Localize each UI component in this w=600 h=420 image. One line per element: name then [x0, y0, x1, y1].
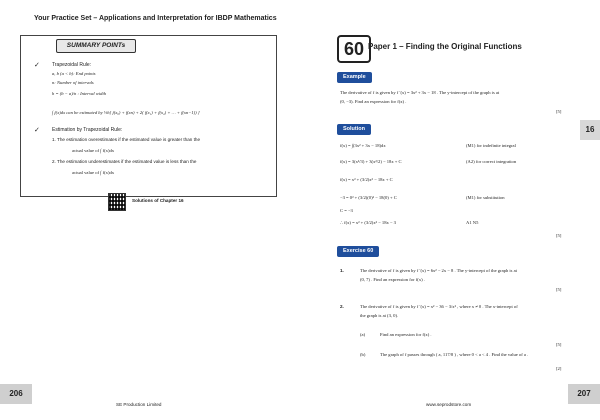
solution-remark-4: A1 N5: [466, 220, 479, 225]
point-1-cont: actual value of ∫ f(x)dx: [72, 148, 115, 153]
example-marks: [5]: [556, 109, 562, 114]
rule-title: Trapezoidal Rule:: [52, 62, 92, 68]
solution-marks: [5]: [556, 233, 562, 238]
q2b-marks: [2]: [556, 366, 562, 371]
chapter-number: 60: [337, 35, 371, 63]
q2a-marks: [5]: [556, 342, 562, 347]
publisher: SE Production Limited: [116, 402, 162, 407]
solution-line-4: −3 = 0³ + (3/2)(0)² − 18(0) + C: [340, 195, 397, 200]
left-page-number: 206: [0, 384, 32, 404]
solution-line-2: f(x) = 3(x³/3) + 3(x²/2) − 18x + C: [340, 159, 402, 164]
q1-number: 1.: [340, 268, 344, 273]
point-2-cont: actual value of ∫ f(x)dx: [72, 170, 115, 175]
q1-text-1: The derivative of f is given by f ′(x) = 6x² − 2x − 8 . The y-intercept of the graph is at: [360, 268, 517, 273]
q2-text-1: The derivative of f is given by f ′(x) = x² − 36 − 3/x² , where x ≠ 0 . The x-intercept of: [360, 304, 518, 309]
q2a-label: (a): [360, 332, 366, 337]
line-n: n: Number of intervals: [52, 80, 94, 85]
estimation-title: Estimation by Trapezoidal Rule:: [52, 127, 123, 133]
line-width: h = (b − a)/n : Interval width: [52, 91, 107, 96]
qr-code[interactable]: [108, 193, 126, 211]
solution-line-5: C = −3: [340, 208, 353, 213]
point-1: 1. The estimation overestimates if the estimated value is greater than the: [52, 137, 201, 142]
book-title: Your Practice Set – Applications and Interpretation for IBDP Mathematics: [34, 15, 277, 22]
chapter-title: Paper 1 – Finding the Original Functions: [368, 42, 522, 51]
exercise-tag: Exercise 60: [337, 246, 379, 257]
q2-number: 2.: [340, 304, 344, 309]
example-text-1: The derivative of f is given by f ′(x) = 3x² + 3x − 18 . The y-intercept of the graph is at: [340, 90, 500, 95]
q2b-text: The graph of f passes through ( a, 117/8 ) , where 0 < a < 4 . Find the value of a .: [380, 352, 529, 357]
website[interactable]: www.seprodstore.com: [426, 402, 472, 407]
right-page-number: 207: [568, 384, 600, 404]
qr-label: Solutions of Chapter 16: [132, 198, 184, 203]
solution-line-6: ∴ f(x) = x³ + (3/2)x² − 18x − 3: [340, 220, 396, 225]
q2b-label: (b): [360, 352, 366, 357]
point-2: 2. The estimation underestimates if the estimated value is less than the: [52, 159, 197, 164]
solution-remark-1: (M1) for indefinite integral: [466, 143, 516, 148]
line-endpoints: a, b (a < b): End points: [52, 71, 96, 76]
q2-text-2: the graph is at (3, 0).: [360, 313, 399, 318]
estimate-formula: ∫ f(x)dx can be estimated by ½h[ f(x₀) + f(xn) + 2( f(x₁) + f(x₂) + … + f(xn−1)) ]: [52, 110, 200, 115]
example-tag: Example: [337, 72, 372, 83]
example-text-2: (0, −3). Find an expression for f(x) .: [340, 99, 407, 104]
solution-line-3: f(x) = x³ + (3/2)x² − 18x + C: [340, 177, 393, 182]
chapter-side-tab: 16: [580, 120, 600, 140]
solution-remark-3: (M1) for substitution: [466, 195, 505, 200]
solution-line-1: f(x) = ∫(3x² + 3x − 18)dx: [340, 143, 386, 148]
check-icon: ✓: [34, 62, 40, 69]
q1-marks: [5]: [556, 287, 562, 292]
q1-text-2: (0, 7) . Find an expression for f(x) .: [360, 277, 425, 282]
solution-remark-2: (A2) for correct integration: [466, 159, 517, 164]
q2a-text: Find an expression for f(x) .: [380, 332, 432, 337]
solution-tag: Solution: [337, 124, 371, 135]
check-icon: ✓: [34, 127, 40, 134]
summary-box: [20, 35, 277, 197]
summary-heading: SUMMARY POINTs: [56, 39, 136, 53]
